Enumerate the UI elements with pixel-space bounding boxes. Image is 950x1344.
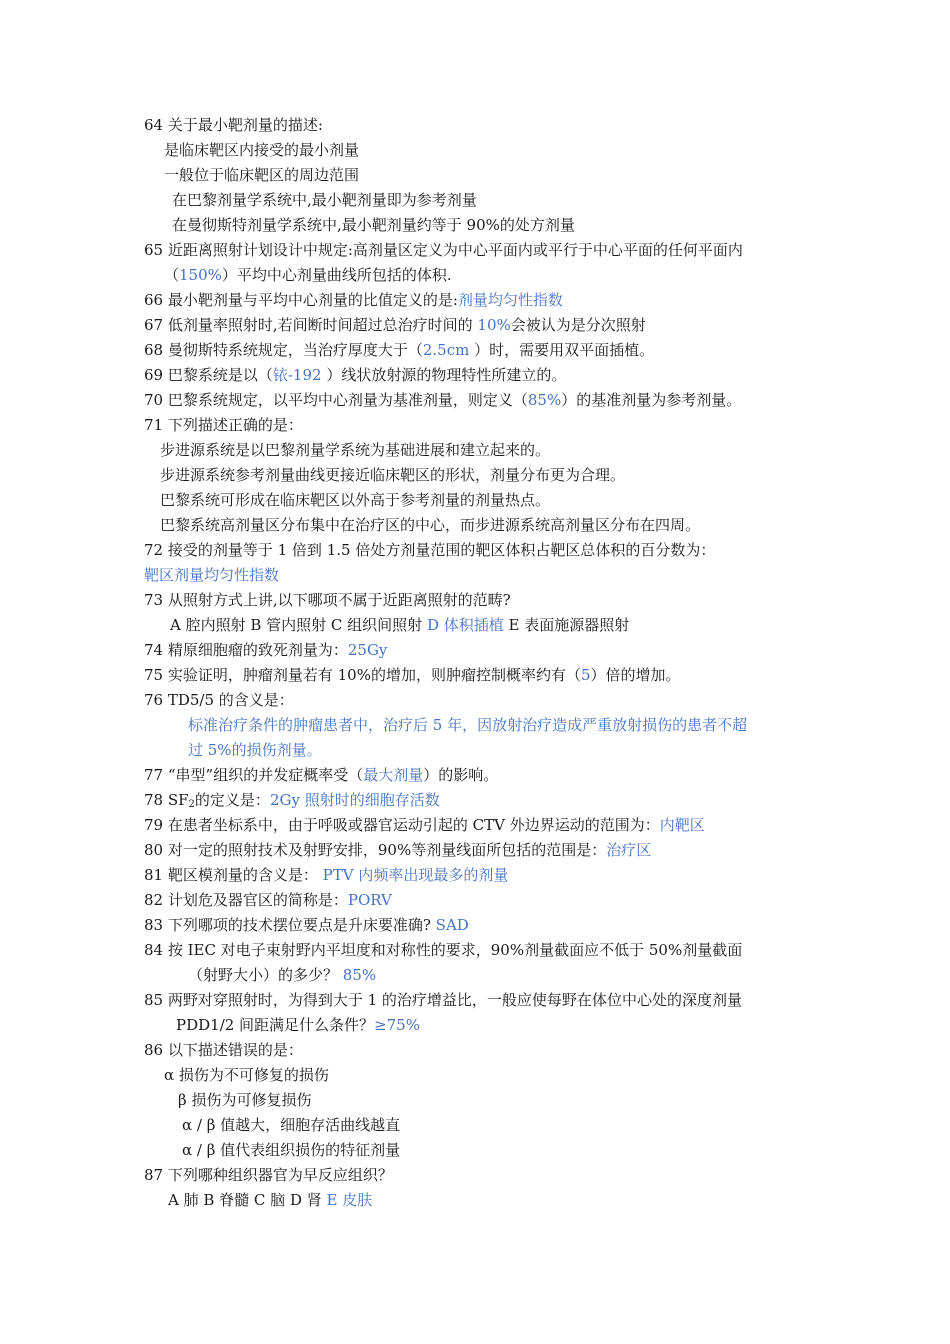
answer-text: 25Gy [347,641,388,659]
question-text: β 损伤为可修复损伤 [178,1091,312,1109]
text-line [144,763,498,787]
text-line [144,363,566,387]
question-text: 在巴黎剂量学系统中,最小靶剂量即为参考剂量 [172,191,477,209]
question-text: 81 靶区模剂量的含义是： [144,866,323,884]
text-line [168,1188,372,1212]
text-line [144,113,323,137]
answer-text: 2Gy 照射时的细胞存活数 [269,791,440,809]
answer-text: 内靶区 [659,816,705,834]
text-line [144,888,392,912]
question-text: 68 曼彻斯特系统规定，当治疗厚度大于（ [144,341,423,359]
question-text: 69 巴黎系统是以（ [144,366,273,384]
text-line [176,1013,420,1037]
question-text: 78 SF [144,791,189,809]
question-text: （射野大小）的多少？ [188,966,343,984]
text-line [144,588,511,612]
question-text: 巴黎系统高剂量区分布集中在治疗区的中心，而步进源系统高剂量区分布在四周。 [160,516,701,534]
text-line [144,538,715,562]
question-text: 85 两野对穿照射时，为得到大于 1 的治疗增益比，一般应使每野在体位中心处的深度剂量 [144,991,742,1009]
question-text: 74 精原细胞瘤的致死剂量为： [144,641,348,659]
question-text: E 表面施源器照射 [503,616,630,634]
text-line [172,188,477,212]
question-text: ）平均中心剂量曲线所包括的体积. [221,266,452,284]
text-line [188,713,747,737]
text-line [172,213,575,237]
text-line [164,1063,329,1087]
question-text: 一般位于临床靶区的周边范围 [164,166,360,184]
text-line [144,413,303,437]
text-line [144,913,469,937]
answer-text: SAD [435,916,469,934]
answer-text: D 体积插植 [426,616,504,634]
text-line [182,1138,400,1162]
answer-text: 靶区剂量均匀性指数 [144,566,280,584]
question-text: α / β 值越大，细胞存活曲线越直 [182,1116,401,1134]
question-text: 76 TD5/5 的含义是： [144,691,294,709]
text-line [144,688,294,712]
text-line [144,838,651,862]
answer-text: 5 [580,666,591,684]
answer-text: 剂量均匀性指数 [457,291,563,309]
question-text: 是临床靶区内接受的最小剂量 [164,141,360,159]
text-line [160,513,700,537]
question-text: 83 下列哪项的技术摆位要点是升床要准确? [144,916,436,934]
question-text: 步进源系统是以巴黎剂量学系统为基础进展和建立起来的。 [160,441,551,459]
question-text: ）的基准剂量为参考剂量。 [561,391,742,409]
answer-text: ≥75% [374,1016,420,1034]
question-text: 73 从照射方式上讲,以下哪项不属于近距离照射的范畴? [144,591,511,609]
text-line [178,1088,311,1112]
text-line [144,313,646,337]
answer-text: 2.5cm [422,341,470,359]
question-text: 82 计划危及器官区的简称是： [144,891,348,909]
question-text: 67 低剂量率照射时,若间断时间超过总治疗时间的 [144,316,478,334]
answer-text: PTV 内频率出现最多的剂量 [322,866,509,884]
answer-text: 铱-192 [272,366,322,384]
question-text: A 腔内照射 B 管内照射 C 组织间照射 [170,616,427,634]
answer-text: 85% [342,966,377,984]
question-text: 79 在患者坐标系中，由于呼吸或器官运动引起的 CTV 外边界运动的范围为： [144,816,660,834]
answer-text: 标准治疗条件的肿瘤患者中，治疗后 5 年，因放射治疗造成严重放射损伤的患者不超 [188,716,748,734]
text-line [164,163,359,187]
question-text: ）时，需要用双平面插植。 [469,341,655,359]
question-text: 87 下列哪种组织器官为早反应组织？ [144,1166,393,1184]
text-line [170,613,629,637]
question-text: 在曼彻斯特剂量学系统中,最小靶剂量约等于 90%的处方剂量 [172,216,575,234]
question-text: （ [164,266,180,284]
text-line [182,1113,400,1137]
question-text: 64 关于最小靶剂量的描述: [144,116,323,134]
text-line [144,788,440,812]
text-line [144,388,741,412]
question-text: 77 “串型”组织的并发症概率受（ [144,766,364,784]
text-line [144,638,387,662]
question-text: 巴黎系统可形成在临床靶区以外高于参考剂量的剂量热点。 [160,491,551,509]
text-line [144,338,654,362]
question-text: PDD1/2 间距满足什么条件？ [176,1016,375,1034]
answer-text: 10% [477,316,511,334]
text-line [188,738,322,762]
text-line [144,1163,393,1187]
question-text: A 肺 B 脊髓 C 脑 D 肾 [168,1191,327,1209]
question-text: 71 下列描述正确的是： [144,416,303,434]
text-line [144,863,508,887]
question-text: ）的影响。 [423,766,499,784]
question-text: 步进源系统参考剂量曲线更接近临床靶区的形状，剂量分布更为合理。 [160,466,626,484]
question-text: α / β 值代表组织损伤的特征剂量 [182,1141,401,1159]
question-text: 72 接受的剂量等于 1 倍到 1.5 倍处方剂量范围的靶区体积占靶区总体积的百分数为： [144,541,716,559]
question-text: ）倍的增加。 [590,666,681,684]
answer-text: 治疗区 [606,841,652,859]
question-text: 84 按 IEC 对电子束射野内平坦度和对称性的要求，90%剂量截面应不低于 50%剂量截面 [144,941,743,959]
question-text: 66 最小靶剂量与平均中心剂量的比值定义的是: [144,291,458,309]
text-line [144,563,279,587]
question-text: ）线状放射源的物理特性所建立的。 [321,366,567,384]
text-line [164,263,452,287]
question-text: 70 巴黎系统规定，以平均中心剂量为基准剂量，则定义（ [144,391,528,409]
answer-text: 85% [527,391,562,409]
answer-text: 过 5%的损伤剂量。 [188,741,322,759]
text-line [144,288,563,312]
question-text: 75 实验证明，肿瘤剂量若有 10%的增加，则肿瘤控制概率约有（ [144,666,581,684]
question-text: 80 对一定的照射技术及射野安排，90%等剂量线面所包括的范围是： [144,841,607,859]
text-line [144,938,742,962]
question-text: 2 [188,799,195,810]
text-line [144,238,743,262]
question-text: 会被认为是分次照射 [510,316,646,334]
answer-text: PORV [347,891,392,909]
text-line [144,1038,303,1062]
text-line [188,963,376,987]
text-line [144,813,705,837]
question-text: α 损伤为不可修复的损伤 [164,1066,329,1084]
answer-text: 最大剂量 [363,766,424,784]
answer-text: 150% [179,266,222,284]
question-text: 的定义是： [194,791,270,809]
text-line [144,663,681,687]
text-line [160,488,550,512]
text-line [160,463,625,487]
text-line [164,138,359,162]
text-line [160,438,550,462]
question-text: 86 以下描述错误的是： [144,1041,303,1059]
question-text: 65 近距离照射计划设计中规定:高剂量区定义为中心平面内或平行于中心平面的任何平面内 [144,241,743,259]
answer-text: E 皮肤 [326,1191,373,1209]
text-line [144,988,742,1012]
